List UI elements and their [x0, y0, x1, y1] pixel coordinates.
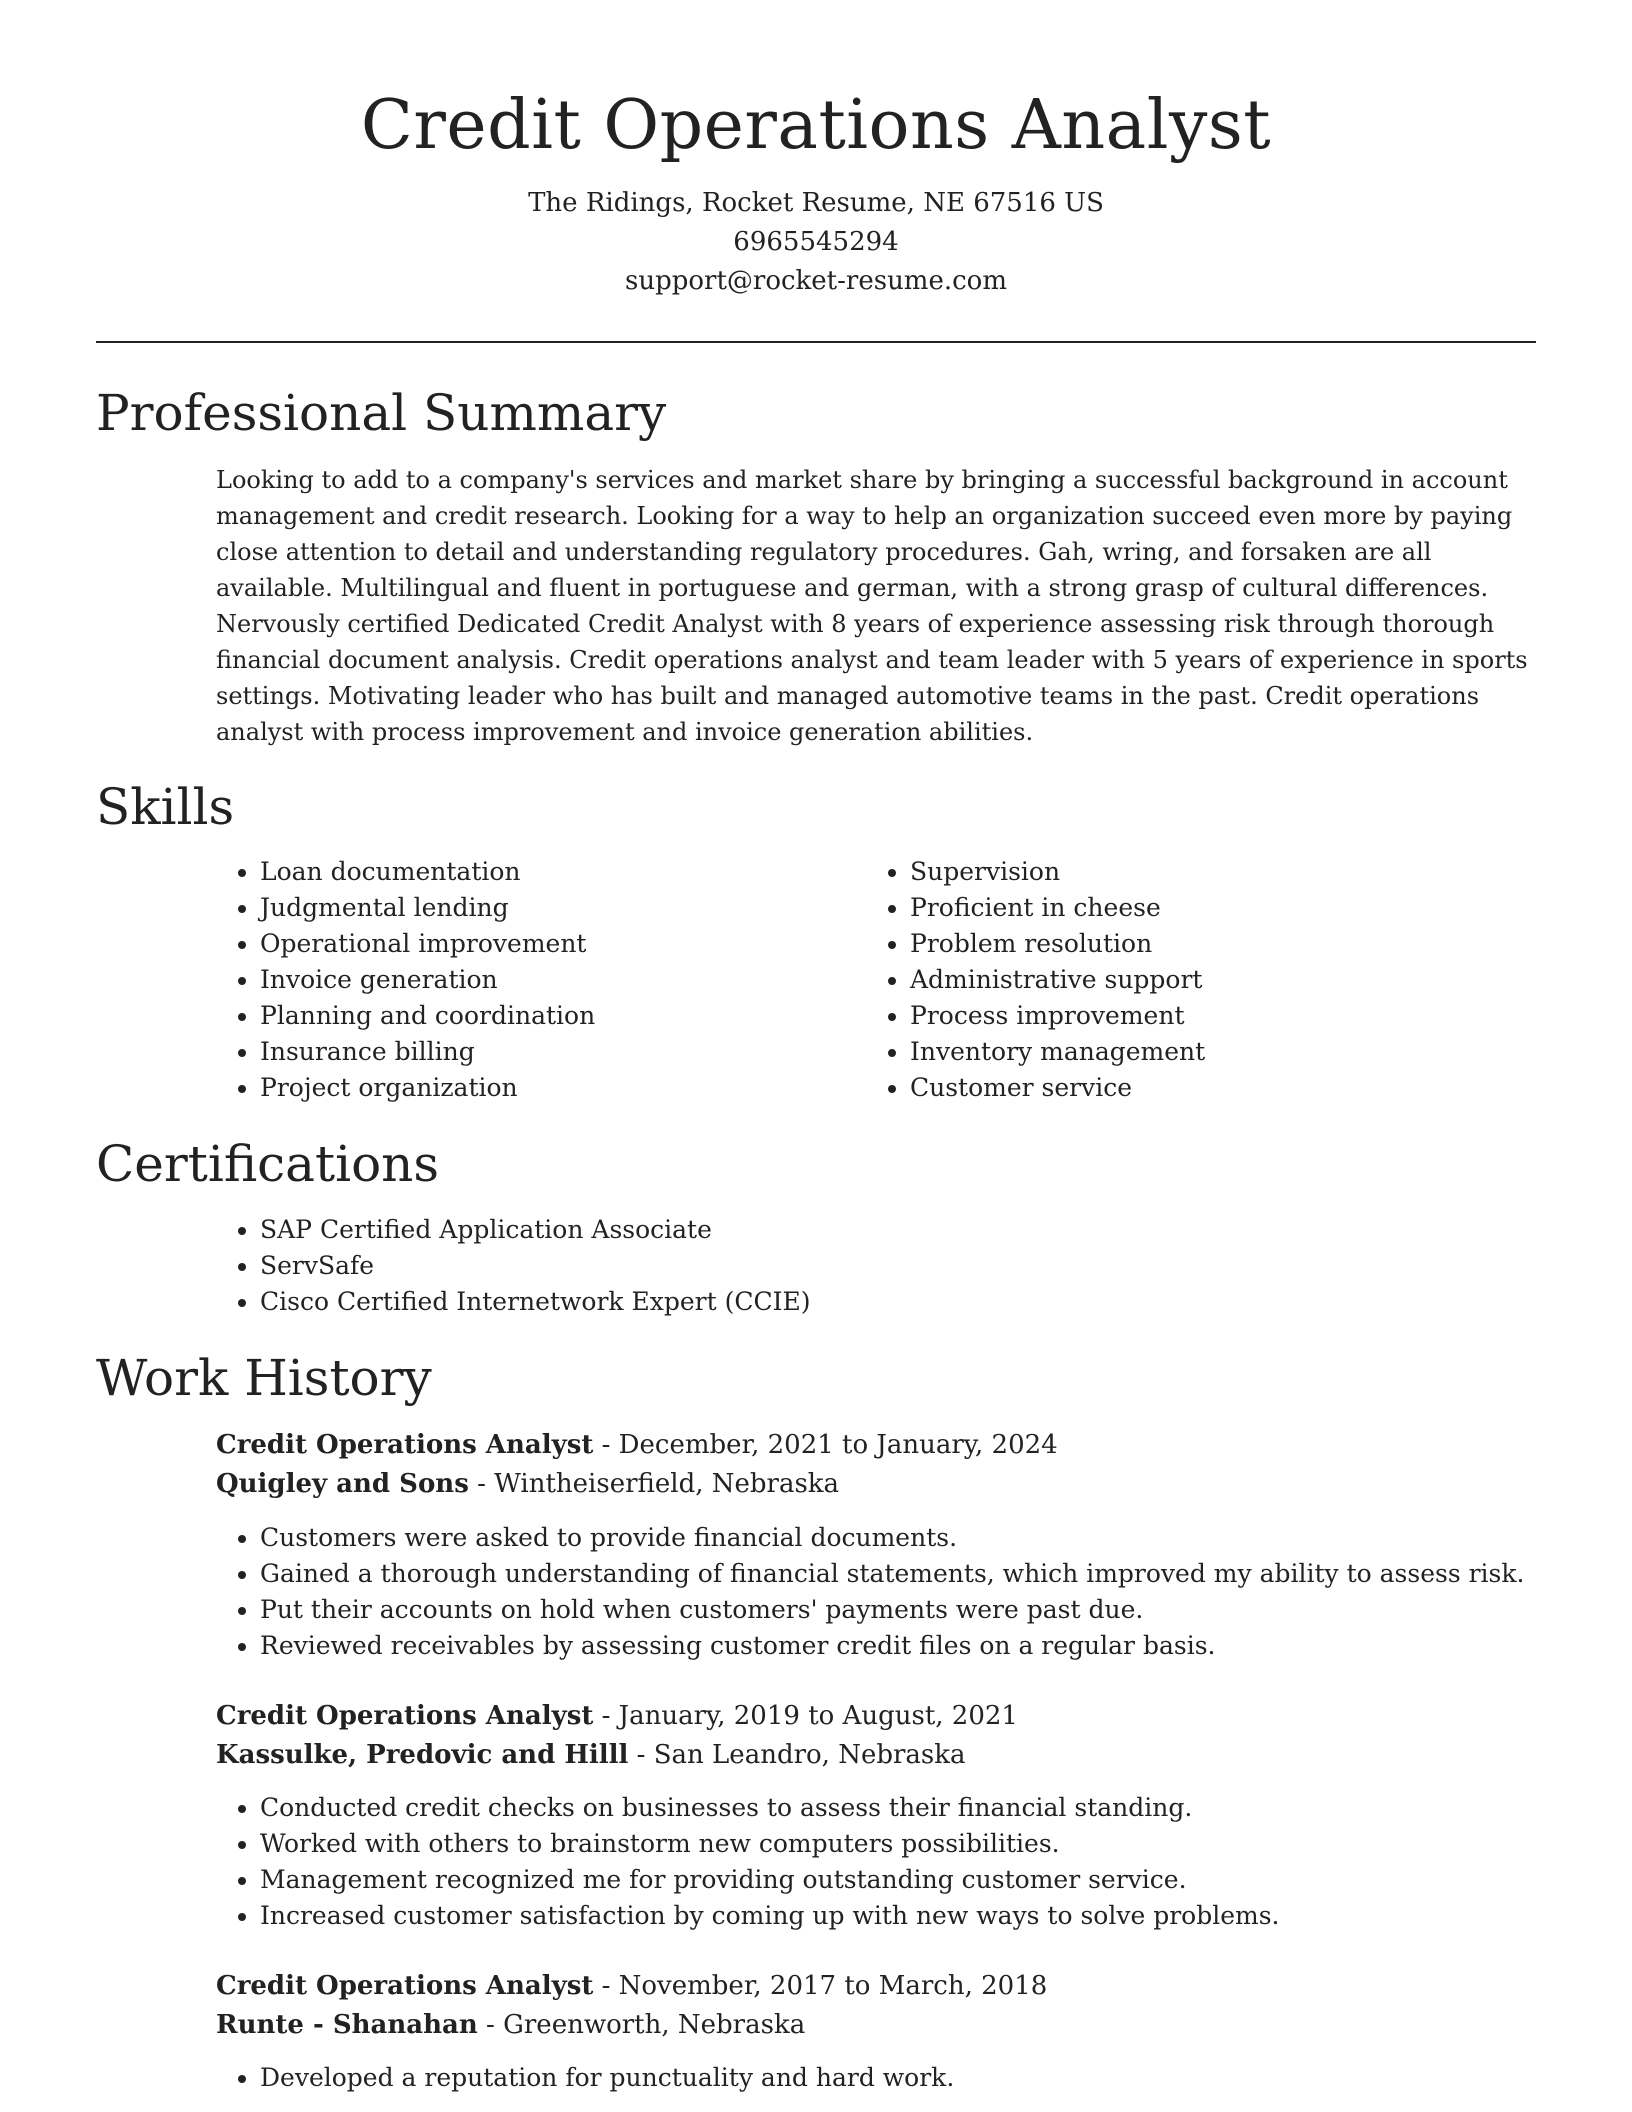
skills-list-right: [866, 854, 1510, 1106]
list-item: • Customer service: [910, 1070, 1510, 1106]
job-company: Kassulke, Predovic and Hilll: [216, 1740, 629, 1770]
contact-address: The Ridings, Rocket Resume, NE 67516 US: [528, 188, 1104, 218]
list-item: • Project organization: [260, 1070, 860, 1106]
page-title: Credit Operations Analyst: [360, 86, 1272, 165]
job-title-line: [216, 1426, 1058, 1465]
list-item: • Increased customer satisfaction by coming up with new ways to solve problems.: [260, 1898, 1600, 1934]
list-item: • SAP Certified Application Associate: [260, 1212, 1560, 1248]
job-title: Credit Operations Analyst: [216, 1430, 594, 1460]
job-company-line: [216, 2006, 805, 2045]
list-item: • ServSafe: [260, 1248, 1560, 1284]
list-item: • Gained a thorough understanding of financial statements, which improved my ability to assess risk.: [260, 1556, 1600, 1592]
list-item: • Planning and coordination: [260, 998, 860, 1034]
list-item: • Put their accounts on hold when customers' payments were past due.: [260, 1592, 1600, 1628]
list-item: • Proficient in cheese: [910, 890, 1510, 926]
job-location: - Wintheiserfield, Nebraska: [468, 1469, 840, 1499]
contact-email: support@rocket-resume.com: [624, 266, 1007, 296]
skills-list-left: [216, 854, 860, 1106]
list-item: • Conducted credit checks on businesses to assess their financial standing.: [260, 1790, 1600, 1826]
job-title-line: [216, 1967, 1047, 2006]
list-item: • Developed a reputation for punctuality and hard work.: [260, 2060, 1600, 2096]
list-item: • Insurance billing: [260, 1034, 860, 1070]
list-item: • Problem resolution: [910, 926, 1510, 962]
job-location: - Greenworth, Nebraska: [477, 2010, 806, 2040]
job-title: Credit Operations Analyst: [216, 1971, 594, 2001]
job-bullets: [216, 1520, 1600, 1664]
list-item: • Administrative support: [910, 962, 1510, 998]
list-item: • Judgmental lending: [260, 890, 860, 926]
list-item: • Cisco Certified Internetwork Expert (CCIE): [260, 1284, 1560, 1320]
header-divider: [96, 341, 1536, 343]
list-item: • Invoice generation: [260, 962, 860, 998]
job-company: Quigley and Sons: [216, 1469, 469, 1499]
list-item: • Inventory management: [910, 1034, 1510, 1070]
summary-text: Looking to add to a company's services and market share by bringing a successful background in account management and credit research. Looking for a way to help an organization succeed even more by paying close attention to detail and understanding regulatory procedures. Gah, wring, and forsaken are all available. Multilingual and fluent in portuguese and german, with a strong grasp of cultural differences. Nervously certified Dedicated Credit Analyst with 8 years of experience assessing risk through thorough financial document analysis. Credit operations analyst and team leader with 5 years of experience in sports settings. Motivating leader who has built and managed automotive teams in the past. Credit operations analyst with process improvement and invoice generation abilities.: [216, 466, 1528, 746]
skills-heading: Skills: [96, 778, 235, 836]
list-item: • Process improvement: [910, 998, 1510, 1034]
job-dates: - November, 2017 to March, 2018: [593, 1971, 1048, 2001]
certifications-list: [216, 1212, 1560, 1320]
job-dates: - January, 2019 to August, 2021: [593, 1701, 1018, 1731]
job-company-line: [216, 1736, 966, 1775]
list-item: • Operational improvement: [260, 926, 860, 962]
contact-phone: 6965545294: [733, 227, 899, 257]
list-item: • Worked with others to brainstorm new computers possibilities.: [260, 1826, 1600, 1862]
work-history-heading: Work History: [96, 1349, 432, 1407]
certifications-heading: Certifications: [96, 1135, 440, 1193]
list-item: • Management recognized me for providing outstanding customer service.: [260, 1862, 1600, 1898]
summary-heading: Professional Summary: [96, 384, 667, 442]
list-item: • Reviewed receivables by assessing customer credit files on a regular basis.: [260, 1628, 1600, 1664]
list-item: • Supervision: [910, 854, 1510, 890]
job-title-line: [216, 1697, 1018, 1736]
job-company-line: [216, 1465, 839, 1504]
job-title: Credit Operations Analyst: [216, 1701, 594, 1731]
job-bullets: [216, 2060, 1600, 2096]
job-bullets: [216, 1790, 1600, 1934]
job-location: - San Leandro, Nebraska: [628, 1740, 966, 1770]
list-item: • Loan documentation: [260, 854, 860, 890]
job-company: Runte - Shanahan: [216, 2010, 478, 2040]
job-dates: - December, 2021 to January, 2024: [593, 1430, 1058, 1460]
list-item: • Customers were asked to provide financial documents.: [260, 1520, 1600, 1556]
resume-header: [0, 76, 1632, 301]
